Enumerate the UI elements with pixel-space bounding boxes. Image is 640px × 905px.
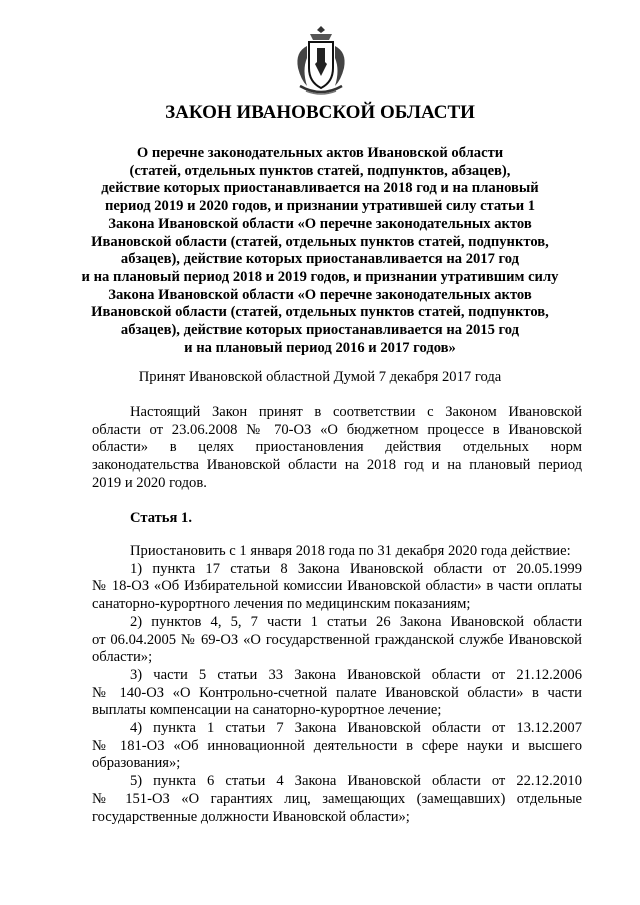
article-lead: Приостановить с 1 января 2018 года по 31 декабря 2020 года действие: — [130, 543, 571, 559]
item-line: 2) пунктов 4, 5, 7 части 1 статьи 26 Закона Ивановской области — [130, 613, 582, 630]
item-line: № 181-ОЗ «Об инновационной деятельности в сфере науки и высшего — [92, 737, 582, 754]
adoption-date: Принят Ивановской областной Думой 7 декабря 2017 года — [138, 369, 502, 385]
subtitle-line: абзацев), действие которых приостанавливается на 2017 год — [120, 251, 520, 268]
coat-of-arms-icon — [292, 24, 350, 98]
intro-paragraph — [92, 404, 582, 493]
list-item — [92, 720, 582, 773]
item-line: выплаты компенсации на санаторно-курортное лечение; — [92, 702, 442, 719]
paragraph-line: законодательства Ивановской области на 2018 год и на плановый период — [92, 457, 582, 474]
paragraph-line: Настоящий Закон принят в соответствии с Законом Ивановской — [130, 404, 582, 420]
list-item — [92, 773, 582, 826]
subtitle-line: Ивановской области (статей, отдельных пунктов статей, подпунктов, — [91, 233, 549, 250]
subtitle-line: и на плановый период 2018 и 2019 годов, и признании утратившим силу — [81, 268, 559, 285]
law-title: ЗАКОН ИВАНОВСКОЙ ОБЛАСТИ — [165, 102, 475, 123]
item-line: от 06.04.2005 № 69-ОЗ «О государственной гражданской службе Ивановской — [92, 631, 582, 648]
subtitle-line: абзацев), действие которых приостанавливается на 2015 год — [120, 322, 520, 339]
list-item — [92, 561, 582, 614]
subtitle-line: (статей, отдельных пунктов статей, подпунктов, абзацев), — [129, 162, 511, 179]
paragraph-line: 2019 и 2020 годов. — [92, 474, 207, 491]
item-line: № 151-ОЗ «О гарантиях лиц, замещающих (замещавших) отдельные — [92, 790, 582, 807]
subtitle-line: Закона Ивановской области «О перечне законодательных актов — [108, 215, 532, 232]
subtitle-line: и на плановый период 2016 и 2017 годов» — [184, 339, 456, 356]
law-subtitle — [80, 145, 560, 357]
article-body — [92, 543, 582, 826]
subtitle-line: Закона Ивановской области «О перечне законодательных актов — [108, 286, 532, 303]
subtitle-line: Ивановской области (статей, отдельных пунктов статей, подпунктов, — [91, 304, 549, 321]
item-line: 4) пункта 1 статьи 7 Закона Ивановской области от 13.12.2007 — [130, 720, 582, 737]
item-line: № 140-ОЗ «О Контрольно-счетной палате Ивановской области» в части — [92, 684, 582, 701]
item-line: 1) пункта 17 статьи 8 Закона Ивановской области от 20.05.1999 — [130, 560, 582, 577]
list-item — [92, 614, 582, 667]
subtitle-line: О перечне законодательных актов Ивановской области — [136, 145, 504, 161]
subtitle-line: действие которых приостанавливается на 2018 год и на плановый — [101, 180, 539, 197]
item-line: 5) пункта 6 статьи 4 Закона Ивановской области от 22.12.2010 — [130, 773, 582, 790]
item-line: № 18-ОЗ «Об Избирательной комиссии Ивановской области» в части оплаты — [92, 578, 582, 595]
article-title: Статья 1. — [130, 510, 192, 526]
list-item — [92, 667, 582, 720]
item-line: области»; — [92, 649, 153, 666]
item-line: 3) части 5 статьи 33 Закона Ивановской области от 21.12.2006 — [130, 666, 582, 683]
paragraph-line: области» в целях приостановления действия отдельных норм — [92, 439, 582, 456]
item-line: государственные должности Ивановской области»; — [92, 808, 410, 825]
item-line: санаторно-курортного лечения по медицинским показаниям; — [92, 596, 471, 613]
item-line: образования»; — [92, 755, 181, 772]
paragraph-line: области от 23.06.2008 № 70-ОЗ «О бюджетном процессе в Ивановской — [92, 421, 582, 438]
subtitle-line: период 2019 и 2020 годов, и признании утратившей силу статьи 1 — [104, 198, 536, 215]
